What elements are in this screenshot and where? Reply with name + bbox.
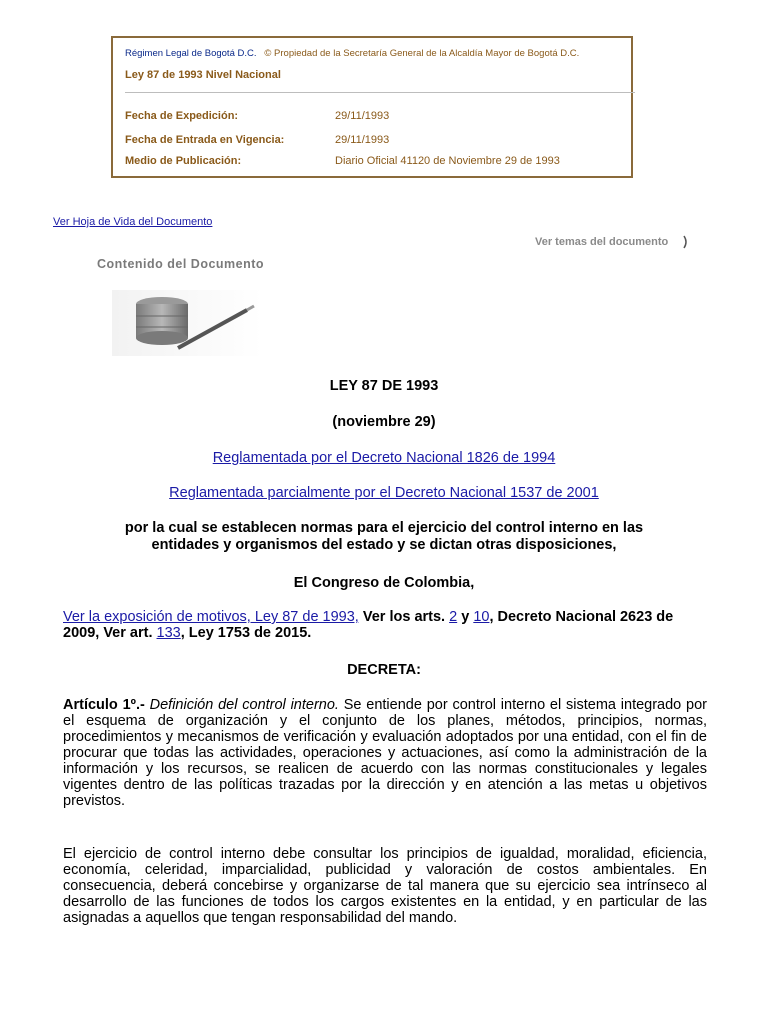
field-expedicion xyxy=(125,110,389,122)
article-1-label: Artículo 1º.- xyxy=(63,697,145,713)
field-label: Medio de Publicación: xyxy=(125,155,242,167)
law-date: (noviembre 29) xyxy=(332,414,436,430)
article-1-paragraph-2: El ejercicio de control interno debe consultar los principios de igualdad, moralidad, eficiencia, economía, celeridad, imparcialidad, publicidad y valoración de costos ambientales. En consecuencia, deberá concebirse y organizarse de tal manera que su ejercicio sea intrínseco al desarrollo de las funciones de todos los cargos existentes en la entidad, y en particular de las asignadas a aquellos que tengan responsabilidad del mando. xyxy=(63,846,707,926)
reglamentada-link-1[interactable]: Reglamentada por el Decreto Nacional 1826 de 1994 xyxy=(212,450,556,466)
art-133-link[interactable]: 133 xyxy=(156,625,181,641)
header-divider xyxy=(125,92,635,93)
field-vigencia xyxy=(125,134,389,146)
ref-text: Ver los arts. xyxy=(358,609,450,625)
article-1-heading: Definición del control interno. xyxy=(149,697,339,713)
header-source-line xyxy=(125,48,579,59)
field-value: Diario Oficial 41120 de Noviembre 29 de 1993 xyxy=(335,155,560,167)
contenido-label: Contenido del Documento xyxy=(97,257,265,271)
ref-text: , Ley 1753 de 2015. xyxy=(180,625,312,641)
law-title: LEY 87 DE 1993 xyxy=(329,378,439,394)
ref-text: y xyxy=(457,609,474,625)
article-1-text: Se entiende por control interno el sistema integrado por el esquema de organización y el conjunto de los planes, métodos, principios, normas, procedimientos y mecanismos de verificación y evaluación adoptados por una entidad, con el fin de procurar que todas las actividades, operaciones y actuaciones, así como la administración de la información y los recursos, se realicen de acuerdo con las normas constitucionales y legales vigentes dentro de las políticas trazadas por la dirección y en atención a las metas u objetivos previstos. xyxy=(63,697,708,809)
field-value: 29/11/1993 xyxy=(335,110,390,122)
law-subtitle: por la cual se establecen normas para el ejercicio del control interno en las entidades y organismos del estado y se dictan otras disposiciones, xyxy=(124,520,644,553)
header-title: Ley 87 de 1993 Nivel Nacional xyxy=(125,69,281,81)
exposicion-link[interactable]: Ver la exposición de motivos, Ley 87 de 1993, xyxy=(63,609,359,625)
field-label: Fecha de Expedición: xyxy=(125,110,239,122)
ref-text: , Decreto Nacional 2623 de 2009, Ver art. xyxy=(63,609,674,641)
document-header-box xyxy=(111,36,633,178)
congreso-heading: El Congreso de Colombia, xyxy=(293,575,475,591)
field-value: 29/11/1993 xyxy=(335,134,390,146)
field-publicacion xyxy=(125,155,560,167)
bracket-icon xyxy=(683,234,689,250)
decreta-heading: DECRETA: xyxy=(347,662,421,678)
header-copyright: © Propiedad de la Secretaría General de la Alcaldía Mayor de Bogotá D.C. xyxy=(264,48,580,59)
field-label: Fecha de Entrada en Vigencia: xyxy=(125,134,285,146)
art-10-link[interactable]: 10 xyxy=(473,609,490,625)
database-pen-icon xyxy=(112,290,262,356)
reglamentada-link-2[interactable]: Reglamentada parcialmente por el Decreto Nacional 1537 de 2001 xyxy=(169,485,599,501)
header-regimen: Régimen Legal de Bogotá D.C. xyxy=(125,48,257,59)
article-1 xyxy=(63,697,707,809)
hoja-vida-link[interactable]: Ver Hoja de Vida del Documento xyxy=(53,216,213,228)
reference-paragraph xyxy=(63,609,707,641)
temas-link[interactable]: Ver temas del documento xyxy=(535,236,669,248)
art-2-link[interactable]: 2 xyxy=(449,609,458,625)
